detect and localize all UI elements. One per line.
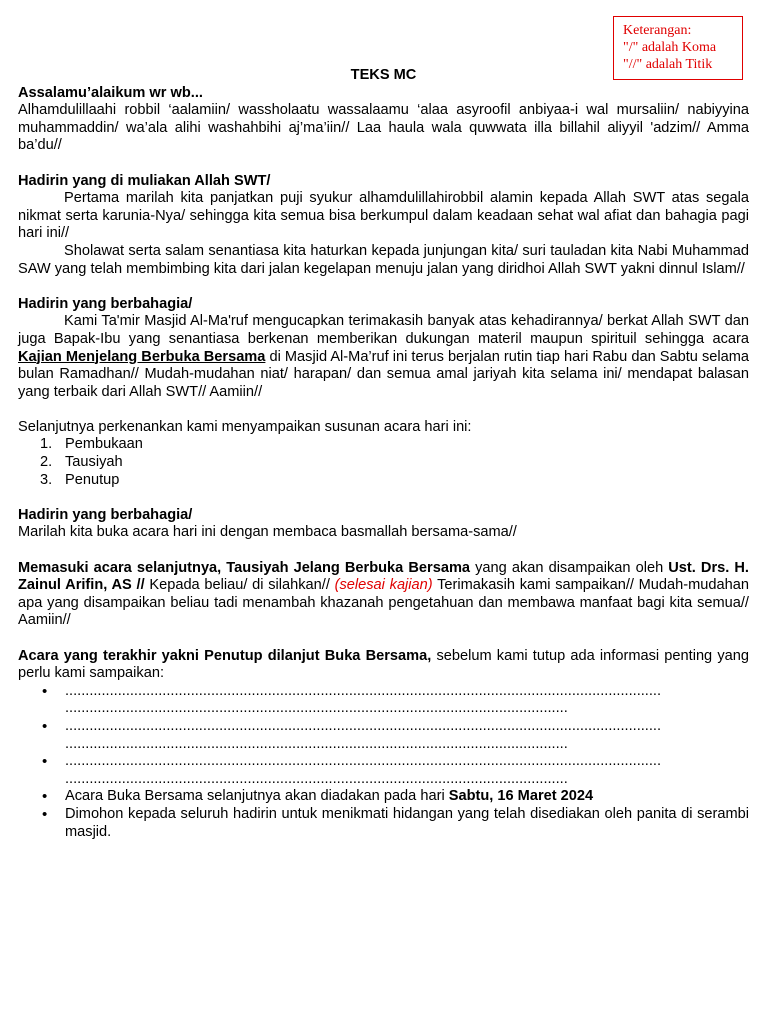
next-event-date: Sabtu, 16 Maret 2024 (448, 788, 594, 805)
agenda-item: 3. Penutup (40, 471, 120, 488)
info-item: • Acara Buka Bersama selanjutnya akan diadakan pada hari Sabtu, 16 Maret 2024 (42, 788, 594, 806)
info-item: • ................................................................................................................................................... ............................................................................................................................ (42, 682, 662, 717)
bullet-icon: • (42, 753, 48, 771)
legend-note-title: Keterangan: (623, 23, 692, 38)
info-item: • Dimohon kepada seluruh hadirin untuk menikmati hidangan yang telah disediakan oleh panita di serambi masjid. (42, 805, 749, 840)
agenda-intro: Selanjutnya perkenankan kami menyampaikan susunan acara hari ini: (18, 418, 472, 435)
tausiyah-paragraph: Memasuki acara selanjutnya, Tausiyah Jelang Berbuka Bersama yang akan disampaikan oleh Ust. Drs. H. Zainul Arifin, AS // Kepada beliau/ di silahkan// (selesai kajian) Terimakasih kami sampaikan// Mudah-mudahan apa yang disampaikan beliau tadi menambah khazanah pengetahuan dan membawa manfaat bagi kita semua// Aamiin// (18, 559, 749, 629)
info-item: • ................................................................................................................................................... ............................................................................................................................ (42, 753, 662, 787)
sholawat-paragraph: Sholawat serta salam senantiasa kita haturkan kepada junjungan kita/ suri tauladan kita Nabi Muhammad SAW yang telah membimbing kita dari jalan kegelapan menuju jalan yang diridhoi Allah SWT yakni dinnul Islam// (18, 242, 749, 277)
stage-direction: (selesai kajian) (334, 577, 433, 594)
gratitude-paragraph: Pertama marilah kita panjatkan puji syukur alhamdulillahirobbil alamin kepada Allah SWT atas segala nikmat serta karunia-Nya/ sehingga kita semua bisa berkumpul dalam keadaan sehat wal afiat dan bahagia pagi hari ini// (18, 190, 749, 242)
bullet-icon: • (42, 788, 48, 806)
bullet-icon: • (42, 805, 48, 823)
opening-paragraph: Alhamdulillaahi robbil ‘aalamiin/ wassholaatu wassalaamu ‘alaa asyroofil anbiyaa-i wal mursaliin/ nabiyyina muhammaddin/ wa’ala alihi washahbihi aj’ma’iin// Laa haula wala quwwata illa billahil aliyyil 'adzim// Amma ba’du// (18, 102, 749, 154)
thanks-paragraph: Kami Ta'mir Masjid Al-Ma'ruf mengucapkan terimakasih banyak atas kehadirannya/ berkat Allah SWT dan juga Bapak-Ibu yang senantiasa berkenan memberikan dukungan materil maupun spirituil sehingga acara Kajian Menjelang Berbuka Bersama di Masjid Al-Ma’ruf ini terus berjalan rutin tiap hari Rabu dan Sabtu selama bulan Ramadhan// Mudah-mudahan niat/ harapan/ dan semua amal jariyah kita selama ini/ mendapat balasan yang terbaik dari Allah SWT// Aamiin// (18, 313, 749, 400)
legend-note-comma: "/" adalah Koma (623, 40, 717, 55)
info-item: • ................................................................................................................................................... ............................................................................................................................ (42, 717, 662, 752)
section-heading-1: Hadirin yang di muliakan Allah SWT/ (18, 172, 271, 189)
event-name: Kajian Menjelang Berbuka Bersama (18, 348, 266, 365)
section-heading-3: Hadirin yang berbahagia/ (18, 506, 193, 523)
bullet-icon: • (42, 682, 48, 700)
agenda-item: 1. Pembukaan (40, 436, 143, 453)
document-title: TEKS MC (350, 67, 417, 83)
mc-script-document (18, 67, 749, 841)
section-heading-2: Hadirin yang berbahagia/ (18, 295, 193, 312)
legend-note-period: "//" adalah Titik (623, 57, 713, 72)
closing-paragraph: Acara yang terakhir yakni Penutup dilanjut Buka Bersama, sebelum kami tutup ada informasi penting yang perlu kami sampaikan: (18, 647, 749, 682)
info-list (18, 683, 749, 841)
bullet-icon: • (42, 717, 48, 735)
speaker-name: Ust. Drs. H. Zainul Arifin, AS // (18, 559, 749, 594)
greeting: Assalamu’alaikum wr wb... (18, 84, 203, 101)
basmallah-paragraph: Marilah kita buka acara hari ini dengan membaca basmallah bersama-sama// (18, 524, 517, 541)
agenda-item: 2. Tausiyah (40, 454, 123, 471)
agenda-list (18, 436, 749, 489)
